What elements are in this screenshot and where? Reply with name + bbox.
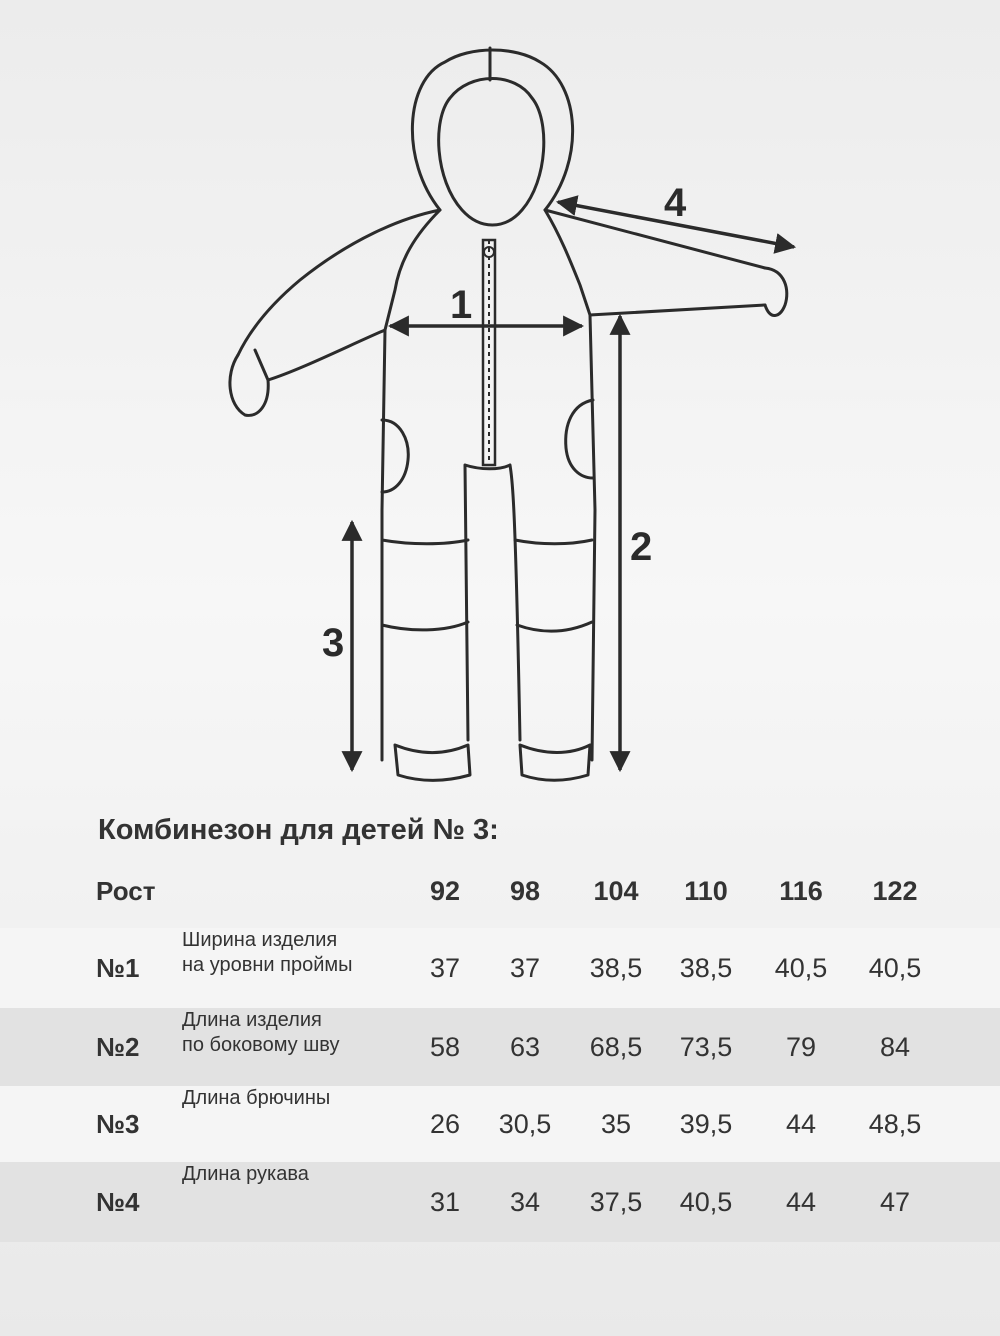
measure-row-2: [0, 1008, 1000, 1086]
right-pocket: [566, 400, 593, 478]
left-sleeve-lower: [268, 330, 385, 380]
height-110: 110: [684, 875, 728, 906]
right-sleeve-lower: [590, 305, 765, 315]
row-id: №4: [96, 1186, 140, 1217]
table-cell: 38,5: [679, 952, 733, 983]
inner-legs: [465, 465, 520, 740]
row-description-line: по боковому шву: [182, 1034, 340, 1056]
size-header-row: [0, 866, 1000, 916]
torso-right-side: [590, 315, 595, 760]
left-pocket: [382, 420, 408, 492]
torso-left-side: [382, 330, 385, 760]
table-cell: 84: [879, 1031, 911, 1062]
height-98: 98: [509, 875, 541, 906]
table-cell: 58: [429, 1031, 461, 1062]
table-cell: 38,5: [589, 952, 643, 983]
left-leg-cuff: [395, 745, 470, 780]
measure-row-3: [0, 1086, 1000, 1162]
measure-label-1: 1: [450, 283, 473, 327]
table-cell: 44: [785, 1108, 817, 1139]
measure-label-3: 3: [322, 621, 345, 665]
table-cell: 40,5: [868, 952, 922, 983]
row-description-line: Ширина изделия: [182, 929, 338, 951]
table-cell: 34: [509, 1186, 541, 1217]
row-id: №2: [96, 1031, 140, 1062]
left-knee-panel: [382, 540, 468, 630]
table-cell: 37: [429, 952, 461, 983]
row-id: №1: [96, 952, 140, 983]
right-knee-panel: [515, 540, 592, 631]
right-sleeve: [545, 210, 765, 315]
measure-label-4: 4: [664, 181, 687, 225]
row-description-line: Длина рукава: [182, 1163, 309, 1185]
table-cell: 26: [429, 1108, 461, 1139]
height-label: Рост: [96, 875, 156, 906]
table-cell: 35: [600, 1108, 632, 1139]
table-cell: 68,5: [589, 1031, 643, 1062]
right-leg-cuff: [520, 745, 590, 780]
row-description: [182, 1086, 422, 1162]
table-cell: 44: [785, 1186, 817, 1217]
row-id: №3: [96, 1108, 140, 1139]
table-cell: 40,5: [679, 1186, 733, 1217]
row-description-line: Длина изделия: [182, 1009, 322, 1031]
row-description-line: Длина брючины: [182, 1087, 331, 1109]
table-cell: 79: [785, 1031, 817, 1062]
table-cell: 40,5: [774, 952, 828, 983]
height-116: 116: [779, 875, 823, 906]
table-cell: 63: [509, 1031, 541, 1062]
left-sleeve: [238, 210, 440, 355]
height-122: 122: [872, 875, 918, 906]
measure-row-4: [0, 1162, 1000, 1242]
measure-row-1: [0, 928, 1000, 1008]
table-cell: 39,5: [679, 1108, 733, 1139]
table-cell: 48,5: [868, 1108, 922, 1139]
hood-outline: [412, 50, 572, 210]
table-cell: 37: [509, 952, 541, 983]
row-description: [182, 1162, 422, 1242]
table-cell: 30,5: [498, 1108, 552, 1139]
height-104: 104: [593, 875, 639, 906]
height-92: 92: [429, 875, 461, 906]
row-description: [182, 928, 422, 1008]
row-description-line: на уровни проймы: [182, 954, 353, 976]
chart-title: Комбинезон для детей № 3:: [98, 814, 499, 846]
measure-label-2: 2: [630, 525, 653, 569]
left-cuff: [230, 350, 268, 415]
row-description: [182, 1008, 422, 1086]
table-cell: 37,5: [589, 1186, 643, 1217]
table-cell: 47: [879, 1186, 911, 1217]
face-opening: [439, 79, 544, 226]
right-cuff: [765, 268, 787, 316]
table-cell: 31: [429, 1186, 461, 1217]
table-cell: 73,5: [679, 1031, 733, 1062]
zipper: [483, 240, 495, 465]
